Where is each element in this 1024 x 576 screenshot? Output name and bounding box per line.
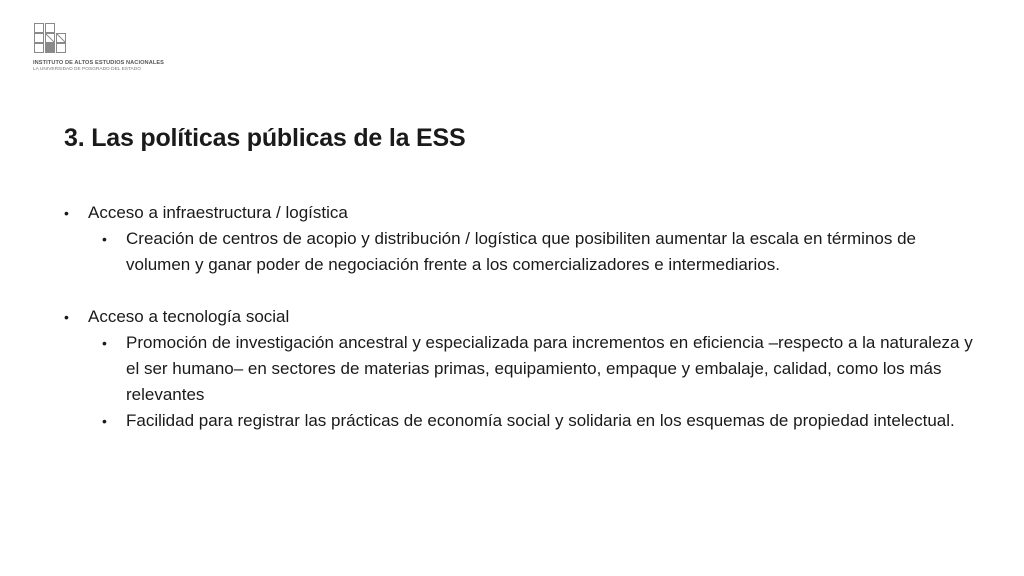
bullet-icon: • — [102, 413, 107, 429]
bullet-icon: • — [102, 231, 107, 247]
bullet-icon: • — [102, 335, 107, 351]
slide-title: 3. Las políticas públicas de la ESS — [64, 124, 466, 152]
sub-bullet-text: Facilidad para registrar las prácticas de economía social y solidaria en los esquemas de propiedad intelectual. — [126, 411, 955, 430]
bullet-list — [64, 200, 974, 434]
sub-bullet-item — [88, 330, 974, 408]
slide-body — [64, 200, 974, 434]
bullet-icon: • — [64, 205, 69, 221]
sub-bullet-text: Creación de centros de acopio y distribución / logística que posibiliten aumentar la escala en términos de volumen y ganar poder de negociación frente a los comercializadores e intermediarios. — [126, 229, 917, 274]
institution-logo — [33, 22, 165, 72]
section-infraestructura — [64, 200, 974, 278]
section-heading: Acceso a infraestructura / logística — [88, 203, 348, 222]
sub-bullet-text: Promoción de investigación ancestral y especializada para incrementos en eficiencia –respecto a la naturaleza y el ser humano– en sectores de materias primas, equipamiento, empaque y embalaje, calidad, como los más relevantes — [126, 333, 973, 404]
section-tecnologia — [64, 304, 974, 434]
logo-tagline: LA UNIVERSIDAD DE POSGRADO DEL ESTADO — [33, 67, 141, 72]
logo-institution-name: INSTITUTO DE ALTOS ESTUDIOS NACIONALES — [33, 60, 165, 66]
section-heading: Acceso a tecnología social — [88, 307, 290, 326]
sub-bullet-item — [88, 408, 974, 434]
sub-bullet-list — [88, 330, 974, 434]
grid-logo-icon — [33, 22, 67, 54]
bullet-icon: • — [64, 309, 69, 325]
sub-bullet-list — [88, 226, 974, 278]
sub-bullet-item — [88, 226, 974, 278]
